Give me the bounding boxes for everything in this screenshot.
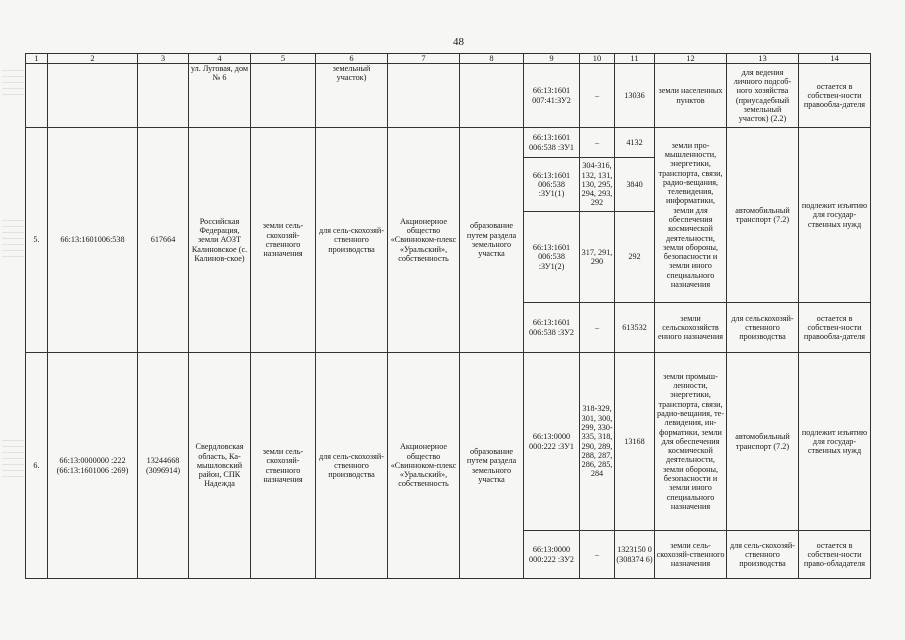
- table-cell: Акционерное общество «Свинноком-плекс «Уральский», собственность: [388, 353, 460, 579]
- table-cell: 66:13:1601006:538: [48, 128, 138, 353]
- table-cell: для сельскохозяй-ственного производства: [727, 303, 799, 353]
- table-cell: [26, 64, 48, 128]
- table-cell: [460, 64, 524, 128]
- table-cell: земли сель-скохозяй-ственного назначения: [251, 128, 316, 353]
- column-number: 5: [251, 54, 316, 64]
- table-cell: автомобильный транспорт (7.2): [727, 353, 799, 531]
- table-cell: земли населенных пунктов: [655, 64, 727, 128]
- column-number: 1: [26, 54, 48, 64]
- bleed-through-mark: [2, 220, 24, 260]
- column-number: 6: [316, 54, 388, 64]
- column-number: 4: [189, 54, 251, 64]
- table-cell: 304-316, 132, 131, 130, 295, 294, 293, 292: [580, 158, 615, 212]
- column-number: 3: [138, 54, 189, 64]
- table-cell: 4132: [615, 128, 655, 158]
- table-cell: [388, 64, 460, 128]
- table-row: [26, 128, 871, 158]
- bleed-through-mark: [2, 70, 24, 100]
- table-cell: для сель-скохозяй-ственного производства: [727, 531, 799, 579]
- table-cell: Российская Федерация, земли АОЗТ Калиновское (с. Калинов-ское): [189, 128, 251, 353]
- table-cell: земли сель-скохозяй-ственного назначения: [655, 531, 727, 579]
- table-cell: 617664: [138, 128, 189, 353]
- table-cell: образование путем раздела земельного участка: [460, 353, 524, 579]
- table-cell: 292: [615, 212, 655, 303]
- table-cell: земли промыш-ленности, энергетики, транспорта, связи, радио-вещания, те-левидения, ин-форматики, земли для обеспечения космической деятельности, земли обороны, безопасности и земли иного специального назначения: [655, 353, 727, 531]
- table-cell: –: [580, 128, 615, 158]
- column-number: 10: [580, 54, 615, 64]
- column-number: 12: [655, 54, 727, 64]
- table-cell: земли про-мышленности, энергетики, транспорта, связи, радио-вещания, телевидения, информатики, земли для обеспечения космической деятельности, земли обороны, безопасности и земли иного специального назначения: [655, 128, 727, 303]
- table-cell: –: [580, 303, 615, 353]
- table-cell: 66:13:1601 006:538 :ЗУ2: [524, 303, 580, 353]
- column-number: 2: [48, 54, 138, 64]
- table-cell: [138, 64, 189, 128]
- table-cell: 13244668 (3096914): [138, 353, 189, 579]
- table-cell: 3840: [615, 158, 655, 212]
- table-row: [26, 64, 871, 128]
- table-cell: подлежит изъятию для государ-ственных нужд: [799, 128, 871, 303]
- land-plots-table: [25, 53, 871, 579]
- page-number: 48: [453, 36, 464, 48]
- column-number: 7: [388, 54, 460, 64]
- table-cell: –: [580, 64, 615, 128]
- table-cell: земельный участок): [316, 64, 388, 128]
- table-cell: 66:13:1601 006:538 :ЗУ1(1): [524, 158, 580, 212]
- table-cell: 66:13:1601 007:41:ЗУ2: [524, 64, 580, 128]
- table-cell: 13168: [615, 353, 655, 531]
- table-cell: ул. Луговая, дом № 6: [189, 64, 251, 128]
- table-cell: 1323150 0 (308374 6): [615, 531, 655, 579]
- table-cell: 317, 291, 290: [580, 212, 615, 303]
- table-cell: 66:13:1601 006:538 :ЗУ1(2): [524, 212, 580, 303]
- table-cell: для ведения личного подсоб-ного хозяйства (приусадебный земельный участок) (2.2): [727, 64, 799, 128]
- bleed-through-mark: [2, 440, 24, 480]
- table-cell: 66:13:0000 000:222 :ЗУ1: [524, 353, 580, 531]
- column-number: 13: [727, 54, 799, 64]
- table-cell: 66:13:0000 000:222 :ЗУ2: [524, 531, 580, 579]
- table-cell: земли сель-скохозяй-ственного назначения: [251, 353, 316, 579]
- table-cell: для сель-скохозяй-ственного производства: [316, 353, 388, 579]
- table-cell: остается в собствен-ности право-обладателя: [799, 531, 871, 579]
- column-number: 9: [524, 54, 580, 64]
- table-cell: 13036: [615, 64, 655, 128]
- table-cell: земли сельскохозяйств енного назначения: [655, 303, 727, 353]
- table-cell: 613532: [615, 303, 655, 353]
- column-number: 8: [460, 54, 524, 64]
- table-cell: образование путем раздела земельного участка: [460, 128, 524, 353]
- table-cell: Акционерное общество «Свинноком-плекс «Уральский», собственность: [388, 128, 460, 353]
- table-cell: остается в собствен-ности правообла-дателя: [799, 303, 871, 353]
- table-cell: 66:13:0000000 :222 (66:13:1601006 :269): [48, 353, 138, 579]
- table-cell: для сель-скохозяй-ственного производства: [316, 128, 388, 353]
- table-cell: подлежит изъятию для государ-ственных нужд: [799, 353, 871, 531]
- table-cell: –: [580, 531, 615, 579]
- header-row: [26, 54, 871, 64]
- table-cell: остается в собствен-ности правообла-дателя: [799, 64, 871, 128]
- table-cell: 318-329, 301, 300, 299, 330-335, 318, 290, 289, 288, 287, 286, 285, 284: [580, 353, 615, 531]
- table-cell: 6.: [26, 353, 48, 579]
- column-number: 11: [615, 54, 655, 64]
- table-cell: 5.: [26, 128, 48, 353]
- table-cell: [251, 64, 316, 128]
- table-cell: [48, 64, 138, 128]
- column-number: 14: [799, 54, 871, 64]
- table-row: [26, 353, 871, 531]
- table-cell: Свердловская область, Ка-мышловский район, СПК Надежда: [189, 353, 251, 579]
- table-cell: автомобильный транспорт (7.2): [727, 128, 799, 303]
- table-cell: 66:13:1601 006:538 :ЗУ1: [524, 128, 580, 158]
